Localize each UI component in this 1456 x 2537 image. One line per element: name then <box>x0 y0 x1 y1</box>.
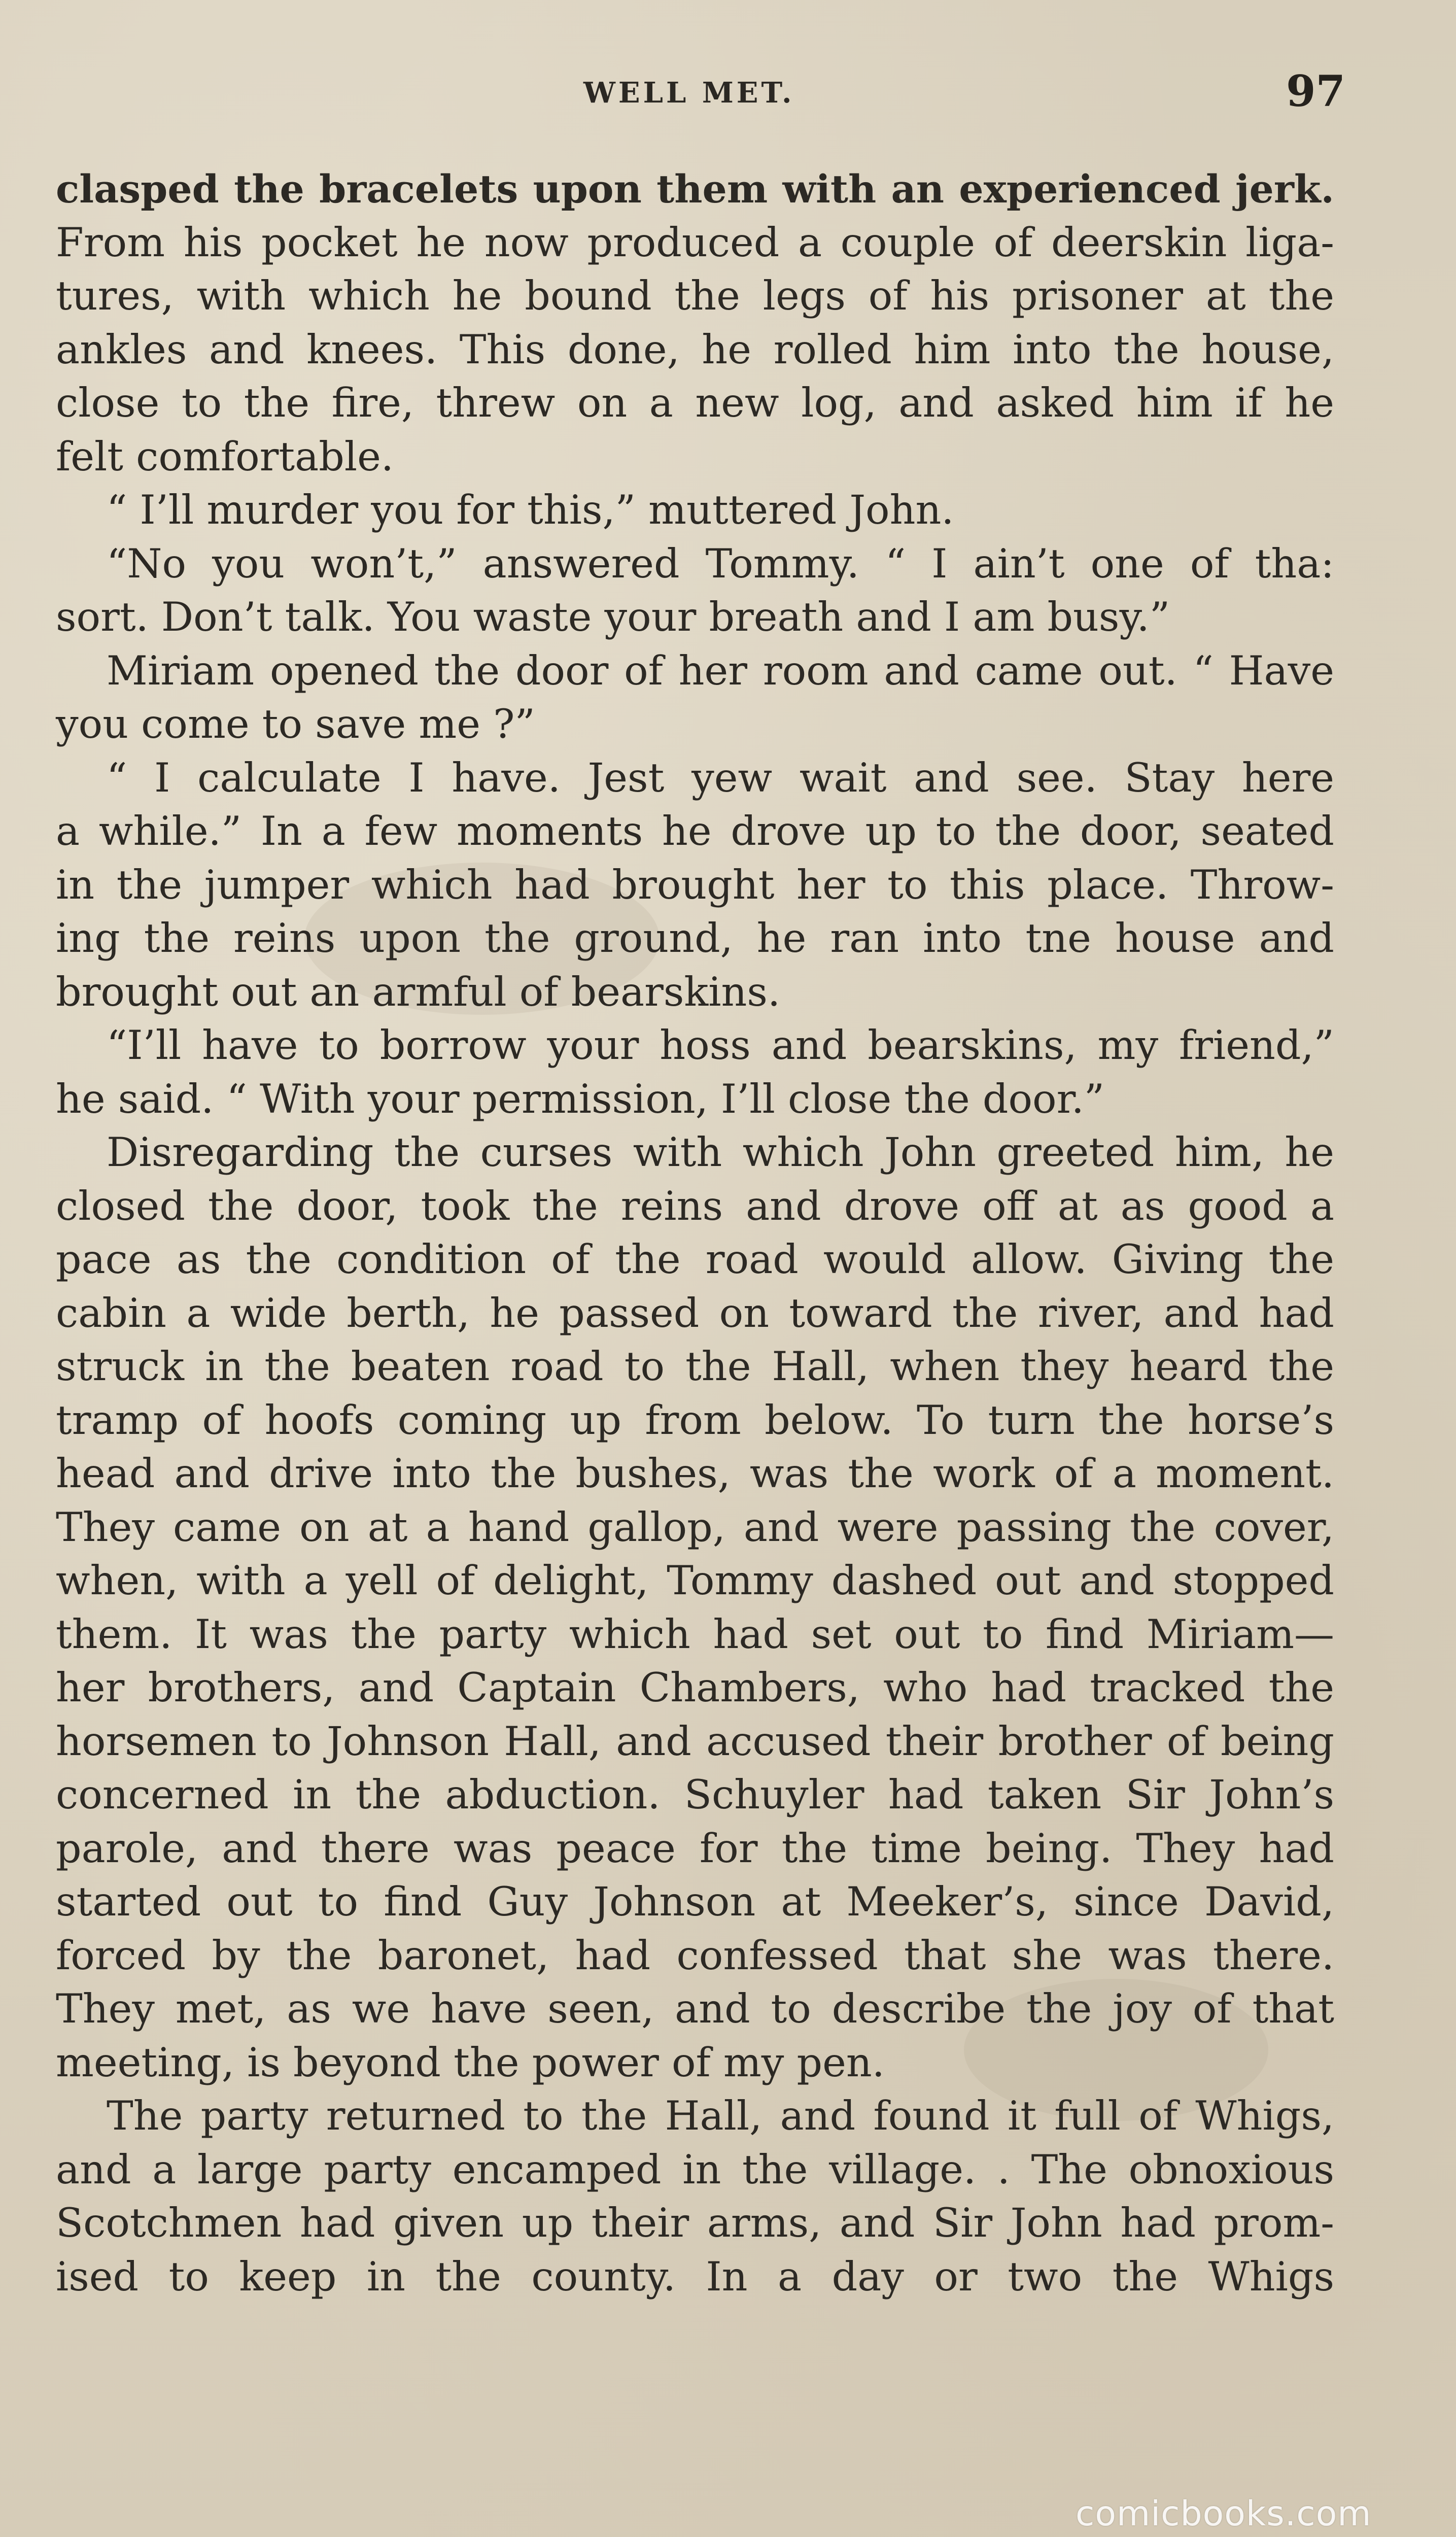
text-line: when, with a yell of delight, Tommy dashed out and stopped <box>56 1557 1334 1604</box>
text-line: a while.” In a few moments he drove up to the door, seated <box>56 808 1334 854</box>
text-line: her brothers, and Captain Chambers, who had tracked the <box>56 1664 1334 1711</box>
text-line: Disregarding the curses with which John greeted him, he <box>107 1129 1334 1176</box>
text-line: “ I’ll murder you for this,” muttered John. <box>107 487 954 533</box>
text-line: felt comfortable. <box>56 433 394 480</box>
text-line: in the jumper which had brought her to this place. Throw- <box>56 861 1334 908</box>
text-line: clasped the bracelets upon them with an experienced jerk. <box>56 166 1334 212</box>
text-line: brought out an armful of bearskins. <box>56 968 781 1015</box>
text-line: he said. “ With your permission, I’ll close the door.” <box>56 1075 1105 1122</box>
text-line: Miriam opened the door of her room and came out. “ Have <box>107 647 1334 694</box>
text-line: They met, as we have seen, and to describe the joy of that <box>56 1985 1334 2032</box>
text-line: forced by the baronet, had confessed that she was there. <box>56 1932 1334 1979</box>
text-line: you come to save me ?” <box>56 701 535 747</box>
text-line: tramp of hoofs coming up from below. To turn the horse’s <box>56 1396 1334 1444</box>
text-line: struck in the beaten road to the Hall, when they heard the <box>56 1343 1334 1390</box>
text-line: horsemen to Johnson Hall, and accused their brother of being <box>56 1718 1334 1765</box>
text-line: “No you won’t,” answered Tommy. “ I ain’t one of tha: <box>107 540 1334 587</box>
text-line: parole, and there was peace for the time being. They had <box>56 1825 1334 1872</box>
text-line: them. It was the party which had set out to find Miriam— <box>56 1610 1334 1658</box>
body-text <box>56 162 1334 2304</box>
text-line: The party returned to the Hall, and found it full of Whigs, <box>107 2093 1334 2139</box>
text-line: “I’ll have to borrow your hoss and bearskins, my friend,” <box>107 1022 1334 1069</box>
text-line: “ I calculate I have. Jest yew wait and see. Stay here <box>107 754 1334 801</box>
text-line: closed the door, took the reins and drove off at as good a <box>56 1182 1334 1229</box>
text-line: started out to find Guy Johnson at Meeker’s, since David, <box>56 1878 1334 1925</box>
text-line: From his pocket he now produced a couple of deerskin liga- <box>56 219 1334 266</box>
page-number: 97 <box>1286 66 1345 116</box>
text-line: ankles and knees. This done, he rolled him into the house, <box>56 326 1334 373</box>
text-line: tures, with which he bound the legs of his prisoner at the <box>56 272 1334 319</box>
text-line: ing the reins upon the ground, he ran into tne house and <box>56 915 1334 962</box>
running-title: WELL MET. <box>583 76 795 110</box>
text-line: meeting, is beyond the power of my pen. <box>56 2039 885 2086</box>
text-line: They came on at a hand gallop, and were passing the cover, <box>56 1503 1334 1551</box>
text-line: head and drive into the bushes, was the work of a moment. <box>56 1450 1334 1497</box>
text-line: ised to keep in the county. In a day or two the Whigs <box>56 2253 1334 2300</box>
text-line: Scotchmen had given up their arms, and Sir John had prom- <box>56 2200 1334 2246</box>
text-line: cabin a wide berth, he passed on toward the river, and had <box>56 1289 1334 1336</box>
text-line: and a large party encamped in the village. . The obnoxious <box>56 2146 1334 2193</box>
text-line: sort. Don’t talk. You waste your breath and I am busy.” <box>56 594 1170 640</box>
text-line: concerned in the abduction. Schuyler had taken Sir John’s <box>56 1771 1334 1818</box>
running-head <box>0 66 1456 117</box>
text-line: pace as the condition of the road would allow. Giving the <box>56 1236 1334 1283</box>
text-line: close to the fire, threw on a new log, and asked him if he <box>56 380 1334 426</box>
watermark: comicbooks.com <box>1076 2494 1372 2534</box>
